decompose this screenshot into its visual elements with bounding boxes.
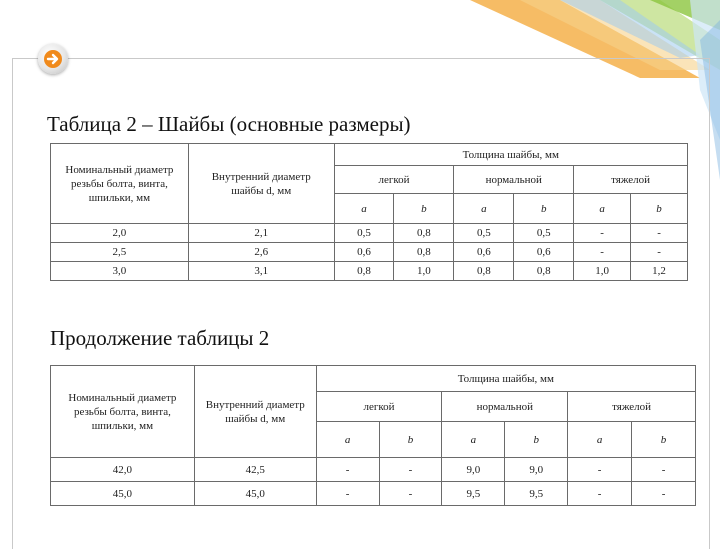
table-cell: 1,2 (631, 262, 688, 281)
table-cell: 0,5 (454, 224, 514, 243)
table-cell: - (632, 482, 696, 506)
table-cell: 0,8 (394, 224, 454, 243)
table-cell: 9,0 (442, 458, 505, 482)
table-cell: 2,1 (188, 224, 334, 243)
table-header-row (51, 366, 696, 392)
table-cell: - (379, 458, 442, 482)
table-cell: - (574, 224, 631, 243)
table-cell: 42,5 (194, 458, 316, 482)
table-cell: 0,5 (334, 224, 394, 243)
table-row (51, 243, 688, 262)
header-b: b (394, 194, 454, 224)
table-cell: 0,6 (334, 243, 394, 262)
table-cell: - (631, 224, 688, 243)
table-row (51, 224, 688, 243)
table-cell: 45,0 (194, 482, 316, 506)
table-cell: - (631, 243, 688, 262)
table-cell: 45,0 (51, 482, 195, 506)
header-normal: нормальной (454, 166, 574, 194)
table-cell: 9,0 (505, 458, 568, 482)
header-a: a (568, 422, 632, 458)
table-cell: 3,1 (188, 262, 334, 281)
table-cell: - (568, 458, 632, 482)
table-cell: 2,5 (51, 243, 189, 262)
header-inner-diameter: Внутренний диаметр шайбы d, мм (188, 144, 334, 224)
nav-button[interactable] (38, 44, 68, 74)
table-cell: - (632, 458, 696, 482)
table-cell: 0,8 (334, 262, 394, 281)
header-b: b (379, 422, 442, 458)
table-cell: - (379, 482, 442, 506)
header-a: a (454, 194, 514, 224)
table-row (51, 482, 696, 506)
header-a: a (574, 194, 631, 224)
header-thickness: Толщина шайбы, мм (316, 366, 695, 392)
header-a: a (442, 422, 505, 458)
header-light: легкой (316, 392, 442, 422)
header-thickness: Толщина шайбы, мм (334, 144, 687, 166)
header-a: a (316, 422, 379, 458)
table-cell: 0,5 (514, 224, 574, 243)
header-nominal-diameter: Номинальный диаметр резьбы болта, винта, шпильки, мм (51, 144, 189, 224)
header-heavy: тяжелой (568, 392, 696, 422)
table-cell: 42,0 (51, 458, 195, 482)
table-cell: 0,6 (454, 243, 514, 262)
table-cell: 0,6 (514, 243, 574, 262)
table-cell: 0,8 (454, 262, 514, 281)
page-title: Таблица 2 – Шайбы (основные размеры) (47, 112, 411, 136)
table-cell: - (316, 458, 379, 482)
header-b: b (514, 194, 574, 224)
table-cell: 0,8 (514, 262, 574, 281)
table-row (51, 458, 696, 482)
table-cell: - (316, 482, 379, 506)
table-row (51, 262, 688, 281)
washers-table-continued (50, 365, 696, 506)
header-normal: нормальной (442, 392, 568, 422)
table-cell: - (574, 243, 631, 262)
arrow-right-icon (42, 48, 64, 70)
header-b: b (505, 422, 568, 458)
header-b: b (631, 194, 688, 224)
table-cell: 9,5 (442, 482, 505, 506)
table-cell: 3,0 (51, 262, 189, 281)
header-b: b (632, 422, 696, 458)
table-cell: 9,5 (505, 482, 568, 506)
table-cell: 0,8 (394, 243, 454, 262)
header-heavy: тяжелой (574, 166, 688, 194)
continuation-title: Продолжение таблицы 2 (50, 326, 270, 350)
table-cell: - (568, 482, 632, 506)
header-inner-diameter: Внутренний диаметр шайбы d, мм (194, 366, 316, 458)
table-cell: 1,0 (574, 262, 631, 281)
header-light: легкой (334, 166, 454, 194)
header-nominal-diameter: Номинальный диаметр резьбы болта, винта, шпильки, мм (51, 366, 195, 458)
table-cell: 2,6 (188, 243, 334, 262)
table-cell: 2,0 (51, 224, 189, 243)
table-header-row (51, 144, 688, 166)
washers-table (50, 143, 688, 281)
header-a: a (334, 194, 394, 224)
table-cell: 1,0 (394, 262, 454, 281)
